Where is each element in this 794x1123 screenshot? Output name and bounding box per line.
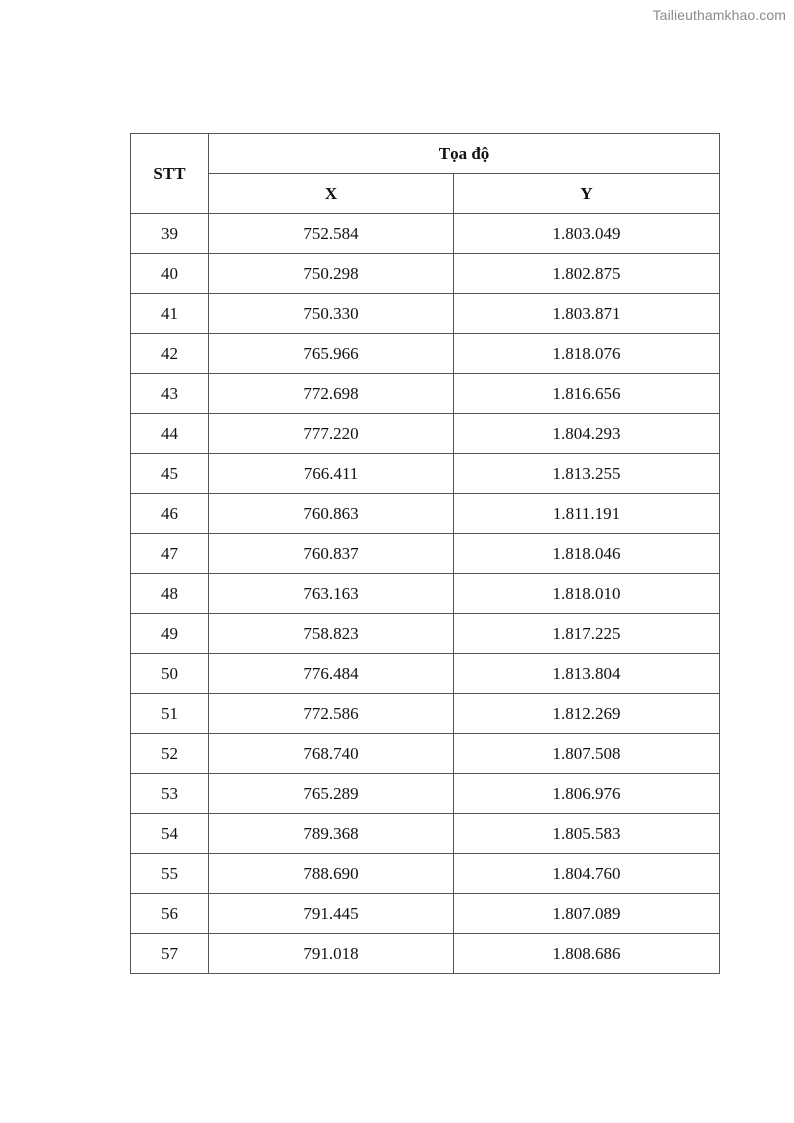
header-row-1 (131, 134, 720, 174)
cell-x: 788.690 (209, 854, 454, 894)
cell-stt: 56 (131, 894, 209, 934)
table-header (131, 134, 720, 214)
cell-y: 1.807.508 (454, 734, 720, 774)
watermark: Tailieuthamkhao.com (652, 7, 786, 23)
cell-x: 791.445 (209, 894, 454, 934)
cell-y: 1.803.871 (454, 294, 720, 334)
cell-stt: 49 (131, 614, 209, 654)
header-row-2 (131, 174, 720, 214)
table-row (131, 254, 720, 294)
table-row (131, 734, 720, 774)
table-row (131, 534, 720, 574)
header-stt: STT (131, 134, 209, 214)
cell-stt: 48 (131, 574, 209, 614)
cell-y: 1.804.293 (454, 414, 720, 454)
cell-stt: 41 (131, 294, 209, 334)
cell-x: 760.863 (209, 494, 454, 534)
cell-x: 777.220 (209, 414, 454, 454)
cell-y: 1.817.225 (454, 614, 720, 654)
table-body (131, 214, 720, 974)
cell-x: 776.484 (209, 654, 454, 694)
table-row (131, 614, 720, 654)
table-row (131, 294, 720, 334)
cell-x: 791.018 (209, 934, 454, 974)
cell-y: 1.818.046 (454, 534, 720, 574)
cell-x: 766.411 (209, 454, 454, 494)
header-y: Y (454, 174, 720, 214)
cell-y: 1.811.191 (454, 494, 720, 534)
cell-x: 750.330 (209, 294, 454, 334)
cell-stt: 42 (131, 334, 209, 374)
table-row (131, 214, 720, 254)
cell-stt: 46 (131, 494, 209, 534)
table-row (131, 494, 720, 534)
table-row (131, 694, 720, 734)
cell-stt: 39 (131, 214, 209, 254)
cell-x: 765.966 (209, 334, 454, 374)
cell-stt: 54 (131, 814, 209, 854)
table-row (131, 334, 720, 374)
cell-y: 1.802.875 (454, 254, 720, 294)
table-row (131, 814, 720, 854)
cell-x: 760.837 (209, 534, 454, 574)
cell-x: 789.368 (209, 814, 454, 854)
cell-x: 758.823 (209, 614, 454, 654)
table-row (131, 774, 720, 814)
cell-stt: 51 (131, 694, 209, 734)
header-x: X (209, 174, 454, 214)
cell-y: 1.818.076 (454, 334, 720, 374)
cell-y: 1.806.976 (454, 774, 720, 814)
cell-x: 772.698 (209, 374, 454, 414)
table-row (131, 654, 720, 694)
cell-y: 1.816.656 (454, 374, 720, 414)
cell-x: 752.584 (209, 214, 454, 254)
cell-x: 772.586 (209, 694, 454, 734)
header-coordinates: Tọa độ (209, 134, 720, 174)
cell-stt: 40 (131, 254, 209, 294)
cell-y: 1.805.583 (454, 814, 720, 854)
table-row (131, 574, 720, 614)
table-row (131, 454, 720, 494)
cell-stt: 43 (131, 374, 209, 414)
cell-stt: 57 (131, 934, 209, 974)
cell-stt: 44 (131, 414, 209, 454)
coordinate-table (130, 133, 720, 974)
cell-stt: 52 (131, 734, 209, 774)
table-row (131, 374, 720, 414)
cell-y: 1.812.269 (454, 694, 720, 734)
cell-x: 768.740 (209, 734, 454, 774)
table-row (131, 414, 720, 454)
cell-stt: 50 (131, 654, 209, 694)
cell-x: 763.163 (209, 574, 454, 614)
cell-stt: 53 (131, 774, 209, 814)
cell-y: 1.803.049 (454, 214, 720, 254)
cell-y: 1.807.089 (454, 894, 720, 934)
cell-x: 750.298 (209, 254, 454, 294)
cell-y: 1.818.010 (454, 574, 720, 614)
cell-y: 1.813.255 (454, 454, 720, 494)
cell-stt: 55 (131, 854, 209, 894)
cell-stt: 45 (131, 454, 209, 494)
cell-stt: 47 (131, 534, 209, 574)
cell-y: 1.813.804 (454, 654, 720, 694)
table-row (131, 894, 720, 934)
cell-y: 1.808.686 (454, 934, 720, 974)
table-row (131, 854, 720, 894)
cell-x: 765.289 (209, 774, 454, 814)
table-row (131, 934, 720, 974)
cell-y: 1.804.760 (454, 854, 720, 894)
